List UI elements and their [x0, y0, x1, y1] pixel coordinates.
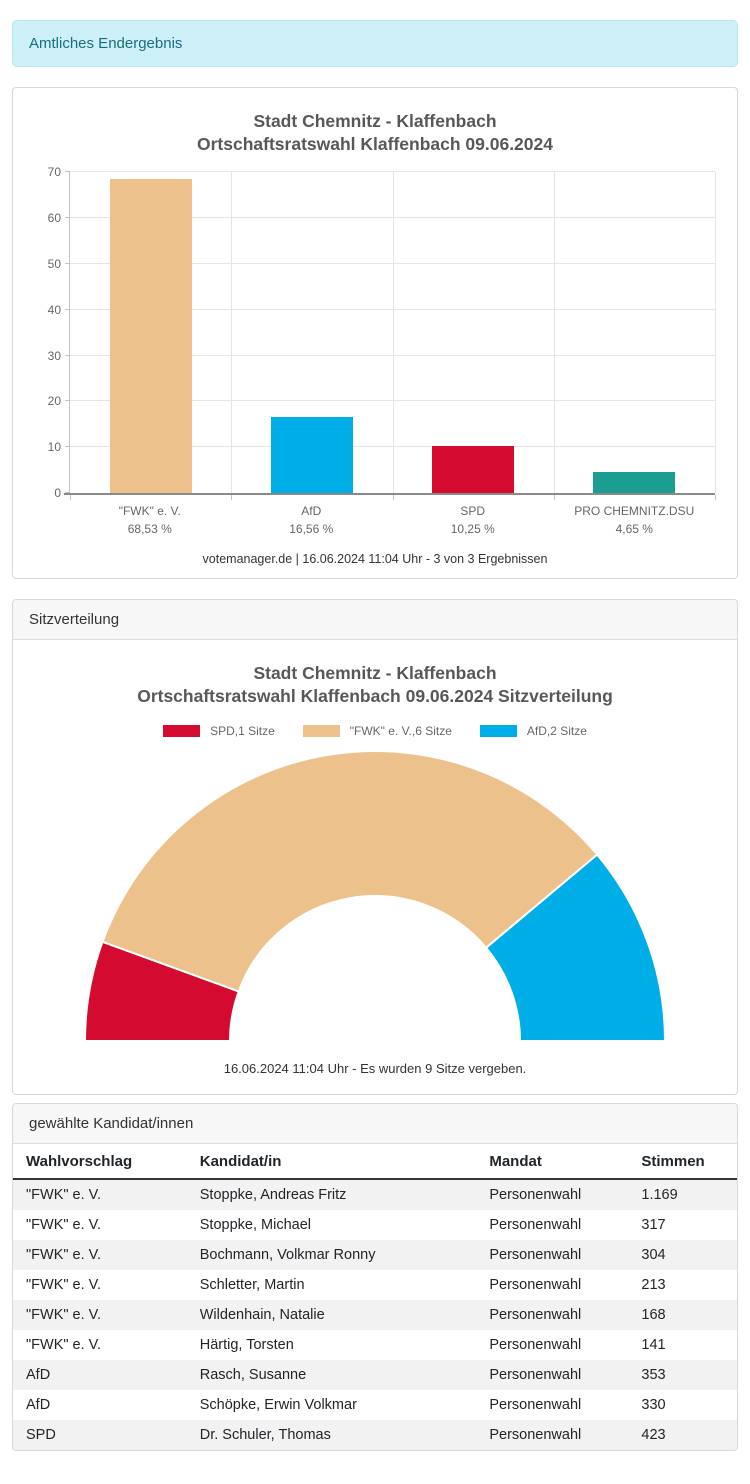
- bar-chart-title-line1: Stadt Chemnitz - Klaffenbach: [253, 111, 497, 131]
- y-axis-tick-label: 60: [47, 211, 61, 226]
- category-percent: 16,56 %: [289, 521, 334, 536]
- seat-donut-chart: [75, 748, 675, 1045]
- table-header-row: [13, 1144, 737, 1179]
- candidates-card-header: [13, 1104, 737, 1144]
- cell-mandat: Personenwahl: [489, 1397, 582, 1414]
- cell-mandat: Personenwahl: [489, 1217, 582, 1234]
- bar-chart-title-line2: Ortschaftsratswahl Klaffenbach 09.06.2024: [197, 134, 553, 155]
- cell-wahlvorschlag: SPD: [26, 1427, 56, 1444]
- bar-chart-card: [12, 87, 738, 579]
- legend-swatch-fwk-e-v: [303, 725, 340, 737]
- legend-label: SPD,1 Sitze: [210, 724, 275, 739]
- y-axis-tick-label: 40: [47, 302, 61, 317]
- legend-label: "FWK" e. V.,6 Sitze: [349, 724, 452, 739]
- y-axis-tick-label: 30: [47, 348, 61, 363]
- v-gridline: [715, 172, 716, 493]
- category-percent: 68,53 %: [127, 521, 172, 536]
- seat-chart-legend: [29, 724, 721, 738]
- table-row: [13, 1390, 737, 1420]
- cell-kandidat-in: Härtig, Torsten: [199, 1337, 294, 1354]
- alert-amtliches-endergebnis: [12, 20, 738, 67]
- category-label-spd: [392, 493, 554, 538]
- v-gridline: [393, 172, 394, 493]
- legend-swatch-afd: [480, 725, 517, 737]
- cell-kandidat-in: Stoppke, Andreas Fritz: [199, 1187, 347, 1204]
- bar-chart-title: [29, 110, 721, 156]
- seat-card-header: [13, 600, 737, 640]
- candidates-table-body: [13, 1179, 737, 1450]
- table-row: [13, 1270, 737, 1300]
- x-axis-tick: [715, 495, 716, 500]
- column-header-stimmen: Stimmen: [628, 1144, 737, 1179]
- cell-kandidat-in: Rasch, Susanne: [199, 1367, 307, 1384]
- bar-fwk-e-v[interactable]: [110, 179, 192, 493]
- legend-swatch-spd: [163, 725, 200, 737]
- seat-card-body: [13, 640, 737, 1094]
- cell-stimmen: 168: [641, 1307, 666, 1324]
- column-header-mandat: Mandat: [476, 1144, 628, 1179]
- cell-stimmen: 317: [641, 1217, 666, 1234]
- x-axis-tick: [393, 495, 394, 500]
- y-axis-tick: [65, 171, 70, 172]
- y-axis-tick-label: 10: [47, 440, 61, 455]
- x-axis-tick: [554, 495, 555, 500]
- cell-kandidat-in: Schletter, Martin: [199, 1277, 305, 1294]
- cell-wahlvorschlag: "FWK" e. V.: [26, 1217, 102, 1234]
- seat-chart-title-line1: Stadt Chemnitz - Klaffenbach: [253, 662, 497, 683]
- x-axis-tick: [70, 495, 71, 500]
- cell-wahlvorschlag: "FWK" e. V.: [26, 1247, 102, 1264]
- cell-kandidat-in: Bochmann, Volkmar Ronny: [199, 1247, 376, 1264]
- page: [0, 20, 750, 1451]
- cell-kandidat-in: Wildenhain, Natalie: [199, 1307, 325, 1324]
- category-label-afd: [231, 493, 393, 538]
- cell-mandat: Personenwahl: [489, 1307, 582, 1324]
- column-header-wahlvorschlag: Wahlvorschlag: [13, 1144, 187, 1179]
- table-row: [13, 1179, 737, 1210]
- cell-stimmen: 304: [641, 1247, 666, 1264]
- candidates-card-header-label: gewählte Kandidat/innen: [29, 1115, 194, 1133]
- bar-chart-plot-area: [47, 165, 715, 501]
- cell-wahlvorschlag: AfD: [26, 1397, 51, 1414]
- category-name: PRO CHEMNITZ.DSU: [574, 504, 695, 519]
- category-label-fwk-e-v: [69, 493, 231, 538]
- cell-wahlvorschlag: "FWK" e. V.: [26, 1277, 102, 1294]
- cell-wahlvorschlag: "FWK" e. V.: [26, 1337, 102, 1354]
- cell-mandat: Personenwahl: [489, 1187, 582, 1204]
- cell-mandat: Personenwahl: [489, 1277, 582, 1294]
- cell-wahlvorschlag: "FWK" e. V.: [26, 1307, 102, 1324]
- table-row: [13, 1240, 737, 1270]
- legend-item-afd[interactable]: [480, 724, 587, 738]
- candidates-table: [13, 1144, 737, 1450]
- cell-wahlvorschlag: "FWK" e. V.: [26, 1187, 102, 1204]
- cell-stimmen: 353: [641, 1367, 666, 1384]
- alert-text: Amtliches Endergebnis: [29, 35, 183, 52]
- y-axis-tick-label: 0: [54, 486, 61, 501]
- column-header-kandidat-in: Kandidat/in: [187, 1144, 477, 1179]
- cell-wahlvorschlag: AfD: [26, 1367, 51, 1384]
- y-axis-tick: [65, 355, 70, 356]
- legend-item-fwk-e-v[interactable]: [303, 724, 452, 738]
- bar-afd[interactable]: [271, 417, 353, 493]
- table-row: [13, 1360, 737, 1390]
- cell-mandat: Personenwahl: [489, 1427, 582, 1444]
- table-row: [13, 1420, 737, 1450]
- y-axis-tick: [65, 217, 70, 218]
- cell-stimmen: 423: [641, 1427, 666, 1444]
- cell-kandidat-in: Stoppke, Michael: [199, 1217, 311, 1234]
- bar-pro-chemnitz-dsu[interactable]: [593, 472, 675, 493]
- category-percent: 10,25 %: [450, 521, 495, 536]
- y-axis-tick-label: 70: [47, 165, 61, 180]
- table-row: [13, 1210, 737, 1240]
- category-name: "FWK" e. V.: [118, 504, 181, 519]
- category-name: AfD: [301, 504, 322, 519]
- cell-stimmen: 141: [641, 1337, 666, 1354]
- table-row: [13, 1330, 737, 1360]
- y-axis-tick: [65, 263, 70, 264]
- bar-spd[interactable]: [432, 446, 514, 493]
- cell-mandat: Personenwahl: [489, 1247, 582, 1264]
- table-row: [13, 1300, 737, 1330]
- cell-mandat: Personenwahl: [489, 1337, 582, 1354]
- cell-mandat: Personenwahl: [489, 1367, 582, 1384]
- y-axis-tick-label: 20: [47, 394, 61, 409]
- category-label-pro-chemnitz-dsu: [554, 493, 716, 538]
- v-gridline: [554, 172, 555, 493]
- seat-chart-title-line2: Ortschaftsratswahl Klaffenbach 09.06.2024 Sitzverteilung: [137, 686, 613, 707]
- y-axis-tick: [65, 309, 70, 310]
- seat-chart-title: [29, 662, 721, 708]
- candidates-card: [12, 1103, 738, 1451]
- seat-chart-footer: 16.06.2024 11:04 Uhr - Es wurden 9 Sitze vergeben.: [223, 1061, 527, 1077]
- y-axis-tick-label: 50: [47, 256, 61, 271]
- category-percent: 4,65 %: [615, 521, 653, 536]
- bar-chart: [47, 165, 715, 538]
- category-name: SPD: [460, 504, 486, 519]
- cell-kandidat-in: Dr. Schuler, Thomas: [199, 1427, 331, 1444]
- bar-chart-footer: votemanager.de | 16.06.2024 11:04 Uhr - 3 von 3 Ergebnissen: [202, 551, 548, 566]
- legend-label: AfD,2 Sitze: [526, 724, 587, 739]
- seat-distribution-card: [12, 599, 738, 1095]
- x-axis-line: [64, 493, 715, 495]
- legend-item-spd[interactable]: [163, 724, 275, 738]
- seat-card-header-label: Sitzverteilung: [29, 610, 120, 628]
- cell-stimmen: 213: [641, 1277, 666, 1294]
- cell-stimmen: 330: [641, 1397, 666, 1414]
- y-axis-tick: [65, 400, 70, 401]
- x-axis-tick: [231, 495, 232, 500]
- cell-kandidat-in: Schöpke, Erwin Volkmar: [199, 1397, 357, 1414]
- y-axis-tick: [65, 446, 70, 447]
- v-gridline: [231, 172, 232, 493]
- candidates-table-head: [13, 1144, 737, 1179]
- cell-stimmen: 1.169: [641, 1187, 678, 1204]
